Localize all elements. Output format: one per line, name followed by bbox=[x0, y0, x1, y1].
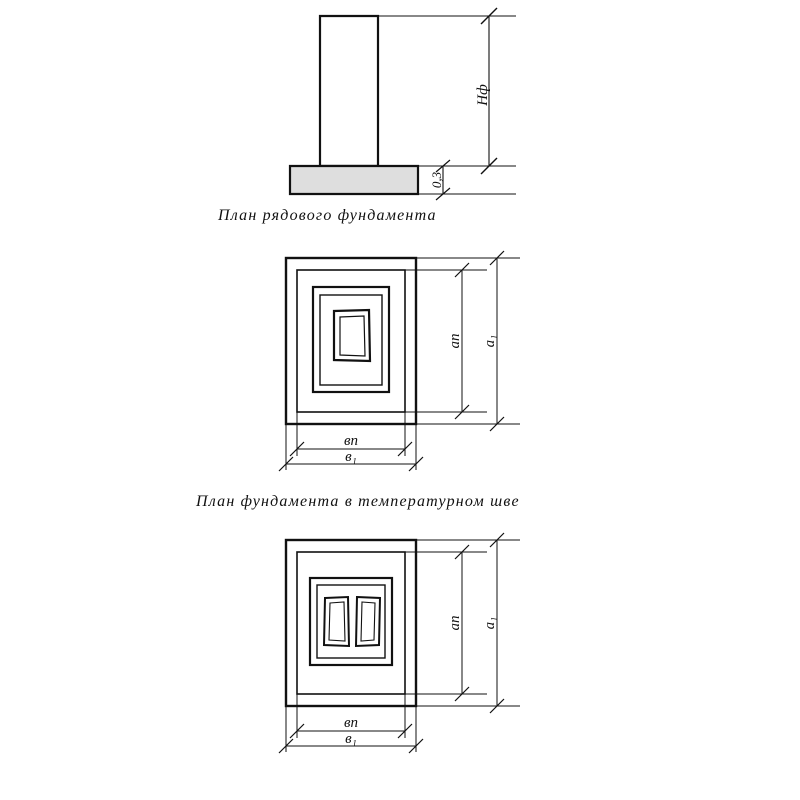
plan1-dim-label-a1: а₁ bbox=[482, 334, 498, 348]
caption-plan-joint: План фундамента в температурном шве bbox=[196, 493, 520, 510]
plan2-socket-left-inner bbox=[329, 602, 345, 641]
plan2-dim-label-vp: вп bbox=[343, 715, 359, 731]
plan2-socket-right-inner bbox=[361, 602, 375, 641]
figure-elevation bbox=[290, 8, 516, 200]
dim-label-h03: 0,3 bbox=[429, 171, 444, 189]
plan2-dim-label-v1: в₁ bbox=[345, 731, 357, 747]
plan1-dim-label-ap: ап bbox=[447, 333, 463, 349]
figure-plan-twin bbox=[279, 533, 520, 753]
plan1-socket-inner bbox=[340, 316, 365, 356]
plan1-dim-label-vp: вп bbox=[343, 433, 359, 449]
column-shape bbox=[320, 16, 378, 166]
plan2-dim-label-a1: а₁ bbox=[482, 616, 498, 630]
plan2-dim-label-ap: ап bbox=[447, 615, 463, 631]
dim-label-hf: Нф bbox=[475, 84, 491, 106]
figure-plan-single bbox=[279, 251, 520, 471]
caption-elevation: План рядового фундамента bbox=[218, 207, 437, 224]
footing-slab-shape bbox=[290, 166, 418, 194]
plan1-dim-label-v1: в₁ bbox=[345, 449, 357, 465]
